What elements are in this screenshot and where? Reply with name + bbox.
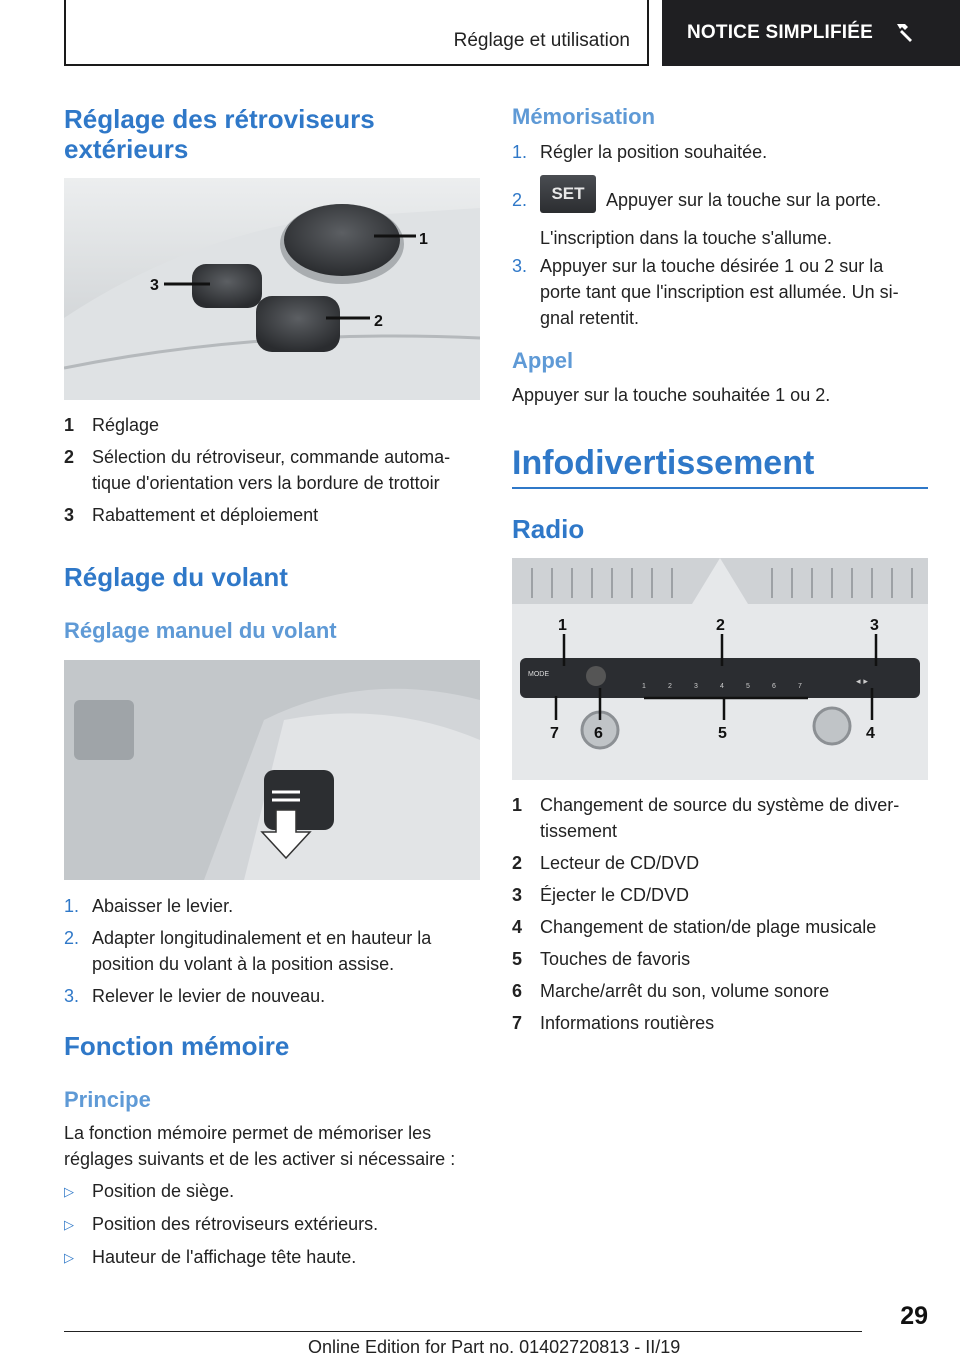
list-item: ▷ Hauteur de l'affichage tête haute. (64, 1244, 478, 1271)
list-item: 3. Appuyer sur la touche désirée 1 ou 2 sur la porte tant que l'inscription est allumée. Un si-gnal retentit. (512, 256, 899, 328)
radio-label-7: 7 (550, 725, 559, 742)
svg-text:6: 6 (772, 683, 776, 690)
photo-label-2: 2 (374, 313, 383, 330)
footer-text: Online Edition for Part no. 01402720813 - II/19 (308, 1337, 681, 1357)
header-tab-label: NOTICE SIMPLIFIÉE (687, 22, 874, 43)
set-key: SET (540, 175, 596, 213)
memo-steps (512, 139, 928, 337)
bullet-triangle-icon: ▷ (64, 1250, 74, 1265)
wheel-title: Réglage du volant (64, 562, 288, 592)
list-item: 3. Relever le levier de nouveau. (64, 986, 326, 1006)
radio-label-6: 6 (594, 725, 603, 742)
principle-title: Principe (64, 1087, 151, 1112)
steering-lever-photo (64, 660, 480, 880)
svg-text:3: 3 (694, 683, 698, 690)
bullet-triangle-icon: ▷ (64, 1217, 74, 1232)
radio-mode-label: MODE (528, 671, 549, 678)
header-section-title: Réglage et utilisation (453, 30, 630, 51)
list-item: ▷ Position de siège. (64, 1178, 478, 1205)
radio-label-1: 1 (558, 617, 567, 634)
list-item: 2 Sélection du rétroviseur, commande automa-tique d'orientation vers la bordure de trottoir (64, 447, 451, 493)
page-number: 29 (900, 1302, 928, 1330)
radio-legend (512, 792, 928, 1042)
svg-text:2: 2 (668, 683, 672, 690)
list-item: 4 Changement de station/de plage musicale (512, 917, 877, 937)
radio-panel-photo (512, 558, 928, 780)
memo-title: Mémorisation (512, 104, 656, 129)
mirrors-legend (64, 412, 478, 534)
wheel-subtitle: Réglage manuel du volant (64, 618, 337, 643)
title-rule (512, 487, 928, 489)
principle-text: La fonction mémoire permet de mémoriser les réglages suivants et de les activer si nécessaire : (64, 1123, 456, 1169)
radio-label-4: 4 (866, 725, 875, 742)
call-text: Appuyer sur la touche souhaitée 1 ou 2. (512, 385, 831, 405)
svg-text:4: 4 (720, 683, 724, 690)
list-item: 1. Abaisser le levier. (64, 896, 234, 916)
call-title: Appel (512, 348, 574, 373)
radio-label-3: 3 (870, 617, 879, 634)
svg-text:7: 7 (798, 683, 802, 690)
header-tab[interactable] (662, 0, 960, 66)
svg-text:5: 5 (746, 683, 750, 690)
list-item: 3 Éjecter le CD/DVD (512, 885, 690, 905)
list-item: 2. Adapter longitudinalement et en hauteur la position du volant à la position assise. (64, 928, 432, 974)
list-item: 1 Réglage (64, 415, 160, 435)
list-item: 1. Régler la position souhaitée. (512, 142, 768, 162)
wheel-steps (64, 893, 478, 1015)
photo-label-1: 1 (419, 231, 428, 248)
memory-title: Fonction mémoire (64, 1031, 290, 1061)
footer-rule (64, 1331, 862, 1332)
bullet-triangle-icon: ▷ (64, 1184, 74, 1199)
svg-text:1: 1 (642, 683, 646, 690)
radio-title: Radio (512, 514, 585, 544)
radio-label-5: 5 (718, 725, 727, 742)
list-item: 6 Marche/arrêt du son, volume sonore (512, 981, 830, 1001)
principle-list (64, 1178, 478, 1277)
list-item: 1 Changement de source du système de diver-tissement (512, 795, 900, 841)
list-item: 3 Rabattement et déploiement (64, 505, 319, 525)
mirrors-title: Réglage des rétroviseurs extérieurs (64, 104, 375, 164)
photo-label-3: 3 (150, 277, 159, 294)
radio-label-2: 2 (716, 617, 725, 634)
list-item: 2 Lecteur de CD/DVD (512, 853, 700, 873)
hammer-icon (891, 20, 917, 46)
list-item: 2. SET Appuyer sur la touche sur la porte. L'inscription dans la touche s'allume. (512, 175, 928, 239)
list-item: 5 Touches de favoris (512, 949, 691, 969)
mirror-controls-photo (64, 178, 480, 400)
list-item: ▷ Position des rétroviseurs extérieurs. (64, 1211, 478, 1238)
infodivertissement-title: Infodivertissement (512, 444, 815, 482)
svg-text:◂ ▸: ◂ ▸ (856, 677, 868, 687)
list-item: 7 Informations routières (512, 1013, 715, 1033)
